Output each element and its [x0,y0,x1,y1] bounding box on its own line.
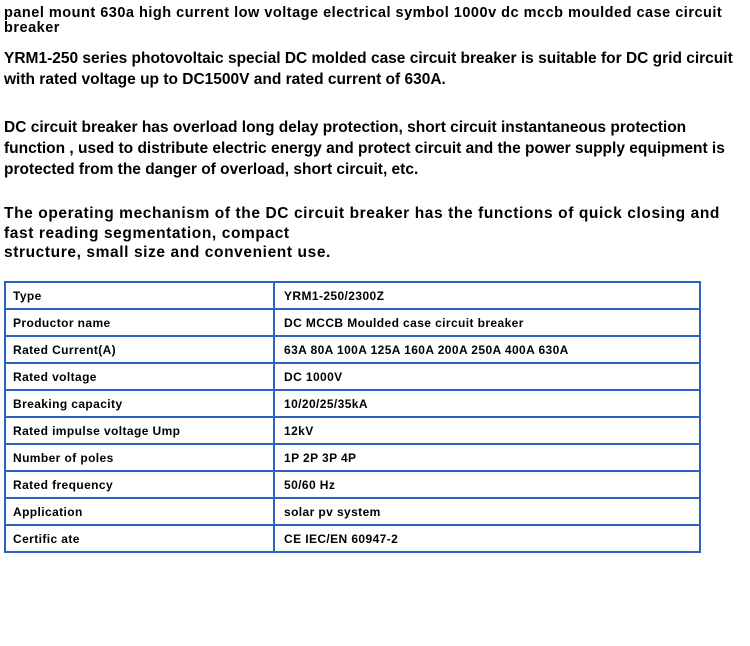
mechanism-paragraph-line-1: The operating mechanism of the DC circuit breaker has the functions of quick closing and fast reading segmentation, compact [4,205,720,242]
protection-paragraph: DC circuit breaker has overload long delay protection, short circuit instantaneous protection function , used to distribute electric energy and protect circuit and the power supply equipment is protected from the danger of overload, short circuit, etc. [4,119,725,178]
table-row [5,417,700,444]
table-row [5,444,700,471]
table-row [5,282,700,309]
spec-label: Breaking capacity [5,390,274,417]
spec-label: Rated frequency [5,471,274,498]
spec-label: Rated impulse voltage Ump [5,417,274,444]
spec-label: Certific ate [5,525,274,552]
table-row [5,525,700,552]
spec-value: DC 1000V [274,363,700,390]
spec-value: 63A 80A 100A 125A 160A 200A 250A 400A 630A [274,336,700,363]
spec-label: Rated Current(A) [5,336,274,363]
table-row [5,390,700,417]
spec-value: 10/20/25/35kA [274,390,700,417]
spec-value: solar pv system [274,498,700,525]
table-row [5,498,700,525]
mechanism-paragraph-line-2: structure, small size and convenient use. [4,244,331,261]
spec-value: 50/60 Hz [274,471,700,498]
spec-label: Type [5,282,274,309]
spec-value: YRM1-250/2300Z [274,282,700,309]
table-row [5,363,700,390]
table-row [5,471,700,498]
table-row [5,336,700,363]
spec-value: CE IEC/EN 60947-2 [274,525,700,552]
spec-label: Productor name [5,309,274,336]
spec-table [4,281,701,553]
spec-label: Application [5,498,274,525]
spec-label: Rated voltage [5,363,274,390]
intro-paragraph: YRM1-250 series photovoltaic special DC molded case circuit breaker is suitable for DC grid circuit with rated voltage up to DC1500V and rated current of 630A. [4,50,733,88]
page-title: panel mount 630a high current low voltage electrical symbol 1000v dc mccb moulded case circuit breaker [4,5,723,36]
table-row [5,309,700,336]
spec-label: Number of poles [5,444,274,471]
mechanism-paragraph [4,204,748,263]
spec-value: 12kV [274,417,700,444]
spec-value: DC MCCB Moulded case circuit breaker [274,309,700,336]
spec-value: 1P 2P 3P 4P [274,444,700,471]
